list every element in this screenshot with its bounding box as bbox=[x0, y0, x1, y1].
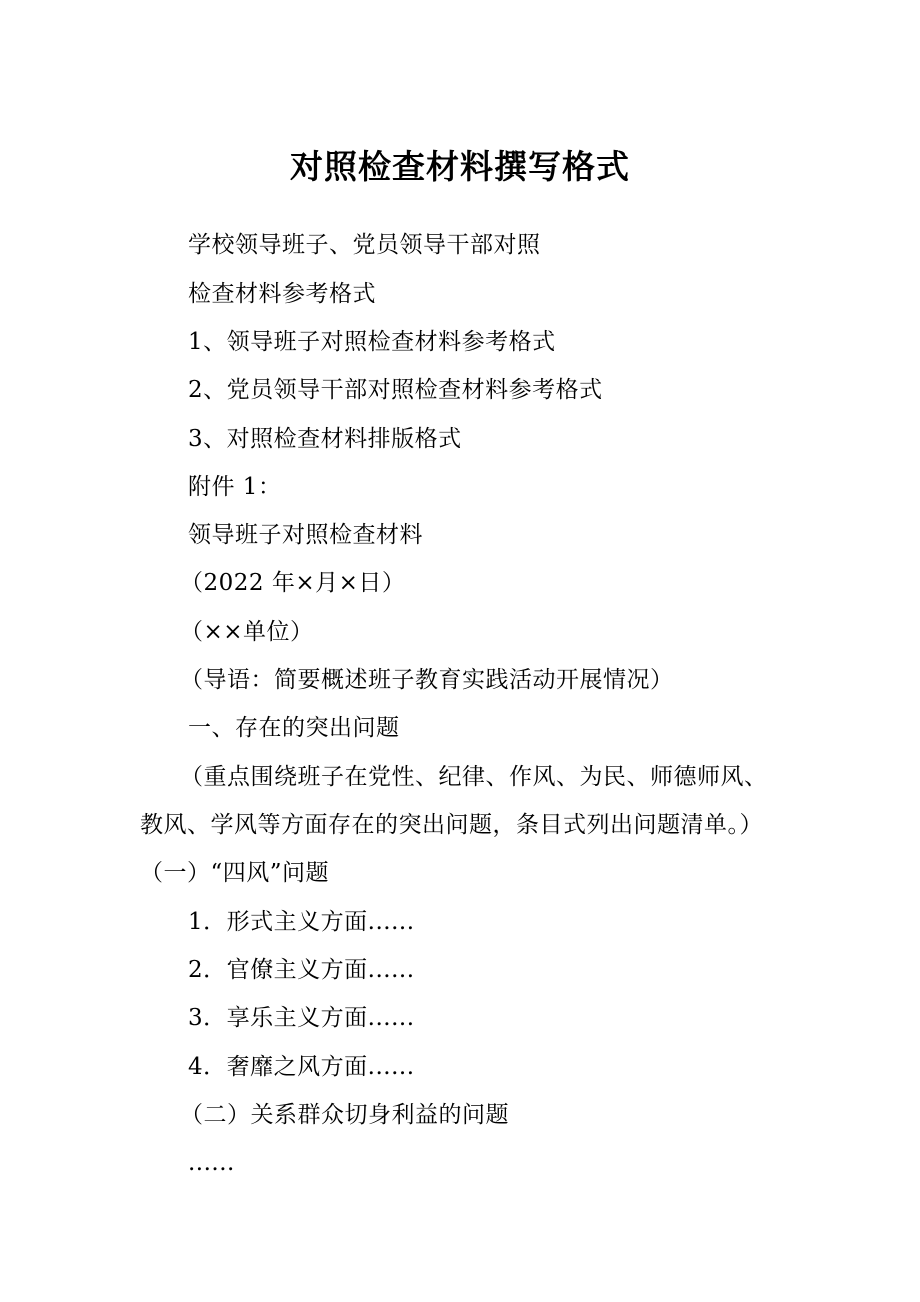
paragraph: （重点围绕班子在党性、纪律、作风、为民、师德师风、 bbox=[180, 764, 768, 790]
list-item: 3、对照检查材料排版格式 bbox=[188, 426, 462, 452]
paragraph: 教风、学风等方面存在的突出问题，条目式列出问题清单。） bbox=[140, 812, 763, 838]
section-heading: 一、存在的突出问题 bbox=[188, 715, 400, 741]
unit-line: （××单位） bbox=[180, 619, 314, 645]
intro-note: （导语：简要概述班子教育实践活动开展情况） bbox=[180, 667, 674, 693]
list-item: 2．官僚主义方面...... bbox=[188, 957, 415, 983]
ellipsis-line: ...... bbox=[188, 1150, 235, 1176]
list-item: 4．奢靡之风方面...... bbox=[188, 1054, 415, 1080]
subsection-heading: （一）“四风”问题 bbox=[140, 860, 330, 886]
list-item: 1．形式主义方面...... bbox=[188, 909, 415, 935]
document-title: 对照检查材料撰写格式 bbox=[290, 147, 630, 186]
attachment-label: 附件 1： bbox=[188, 474, 282, 500]
date-line: （2022 年×月×日） bbox=[180, 570, 406, 596]
paragraph: 检查材料参考格式 bbox=[188, 281, 376, 307]
subsection-heading: （二）关系群众切身利益的问题 bbox=[180, 1102, 509, 1128]
list-item: 3．享乐主义方面...... bbox=[188, 1005, 415, 1031]
section-heading: 领导班子对照检查材料 bbox=[188, 522, 423, 548]
list-item: 1、领导班子对照检查材料参考格式 bbox=[188, 329, 556, 355]
paragraph: 学校领导班子、党员领导干部对照 bbox=[188, 232, 541, 258]
list-item: 2、党员领导干部对照检查材料参考格式 bbox=[188, 377, 603, 403]
